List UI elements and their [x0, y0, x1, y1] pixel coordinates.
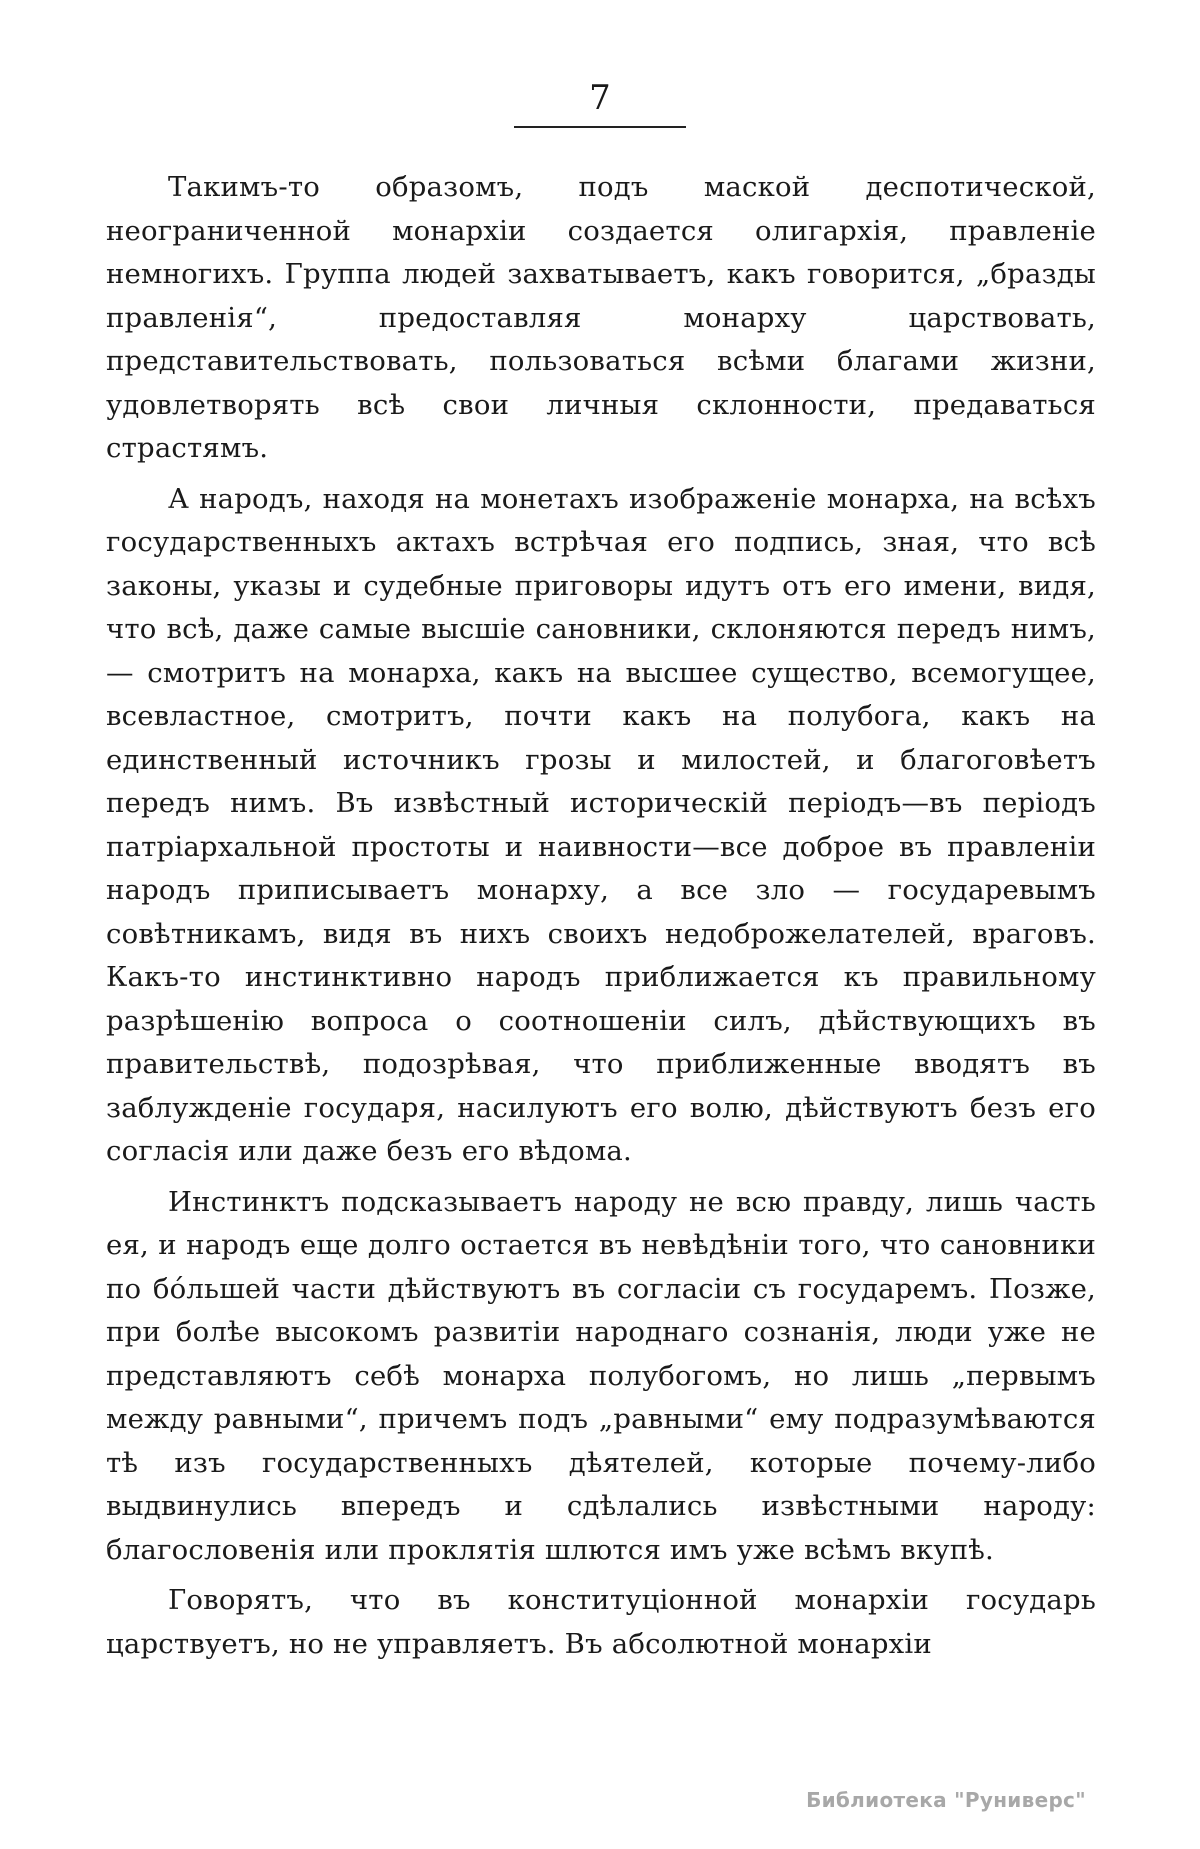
paragraph-2: А народъ, находя на монетахъ изображеніе монарха, на всѣхъ государственныхъ актахъ встрѣчая его подпись, зная, что всѣ законы, указы и судебные приговоры идутъ отъ его имени, видя, что всѣ, даже самые высшіе сановники, склоняются передъ нимъ, — смотритъ на монарха, какъ на высшее существо, всемогущее, всевластное, смотритъ, почти какъ на полубога, какъ на единственный источникъ грозы и милостей, и благоговѣетъ передъ нимъ. Въ извѣстный историческій періодъ—въ періодъ патріархальной простоты и наивности—все доброе въ правленіи народъ приписываетъ монарху, а все зло — государевымъ совѣтникамъ, видя въ нихъ своихъ недоброжелателей, враговъ. Какъ-то инстинктивно народъ приближается къ правильному разрѣшенію вопроса о соотношеніи силъ, дѣйствующихъ въ правительствѣ, подозрѣвая, что приближенные вводятъ въ заблужденіе государя, насилуютъ его волю, дѣйствуютъ безъ его согласія или даже безъ его вѣдома. — [106, 482, 1096, 1167]
paragraph-3: Инстинктъ подсказываетъ народу не всю правду, лишь часть ея, и народъ еще долго остается въ невѣдѣніи того, что сановники по бо́льшей части дѣйствуютъ въ согласіи съ государемъ. Позже, при болѣе высокомъ развитіи народнаго сознанія, люди уже не представляютъ себѣ монарха полубогомъ, но лишь „первымъ между равными“, причемъ подъ „равными“ ему подразумѣваются тѣ изъ государственныхъ дѣятелей, которые почему-либо выдвинулись впередъ и сдѣлались извѣстными народу: благословенія или проклятія шлются имъ уже всѣмъ вкупѣ. — [106, 1185, 1096, 1566]
page-number: 7 — [589, 78, 611, 118]
page-number-rule — [514, 126, 686, 128]
body-text — [106, 166, 1096, 1673]
paragraph-1: Такимъ-то образомъ, подъ маской деспотической, неограниченной монархіи создается олигархія, правленіе немногихъ. Группа людей захватываетъ, какъ говорится, „бразды правленія“, предоставляя монарху царствовать, представительствовать, пользоваться всѣми благами жизни, удовлетворять всѣ свои личныя склонности, предаваться страстямъ. — [106, 171, 1096, 464]
library-watermark: Библиотека "Руниверс" — [806, 1788, 1086, 1812]
paragraph-4: Говорятъ, что въ конституціонной монархіи государь царствуетъ, но не управляетъ. Въ абсолютной монархіи — [106, 1584, 1096, 1660]
